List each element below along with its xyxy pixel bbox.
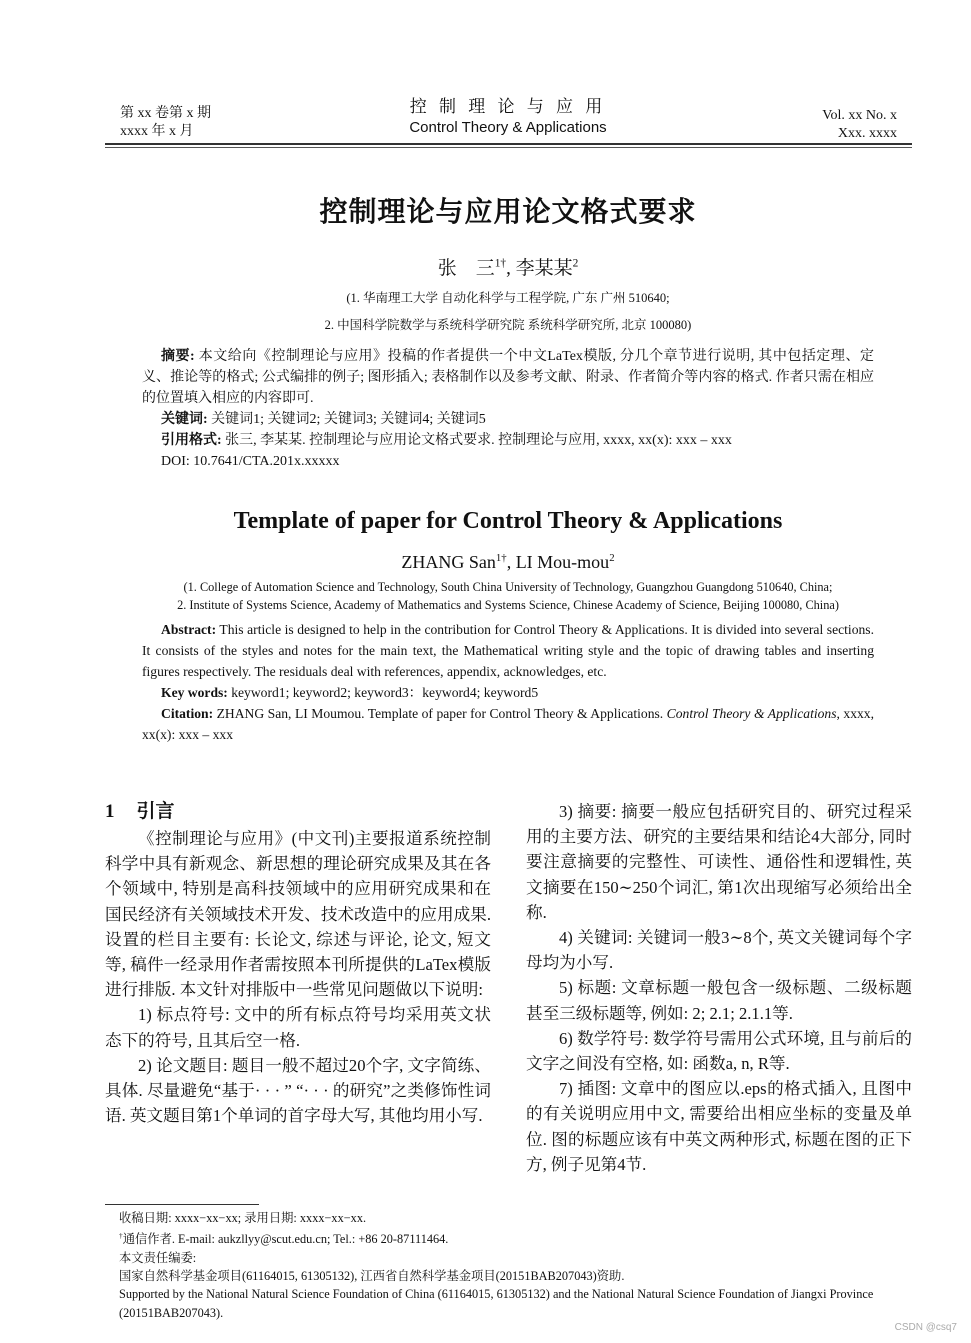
- list-item: 6) 数学符号: 数学符号需用公式环境, 且与前后的文字之间没有空格, 如: 函数a, n, R等.: [526, 1028, 912, 1074]
- citation-cn: 引用格式: 张三, 李某某. 控制理论与应用论文格式要求. 控制理论与应用, xxxx, xx(x): xxx – xxx: [161, 433, 732, 448]
- footnotes: [119, 1209, 899, 1322]
- abstract-cn-block: [142, 346, 874, 472]
- abstract-en: Abstract: This article is designed to help in the contribution for Control Theory & Applications. It is divided into several sections. It consists of the styles and notes for the main text, the Mathematical writing style and the topic of drawing tables and inserting figures respectively. The residuals deal with references, appendix, acknowledges, etc.: [142, 622, 874, 679]
- abstract-en-block: [142, 619, 874, 745]
- authors-en: ZHANG San$^{1\dagger}$, LI Mou-mou$^2$: [401, 552, 615, 572]
- right-column: [526, 799, 912, 1177]
- watermark: CSDN @csq7: [894, 1322, 957, 1333]
- volume-en: Vol. xx No. x: [822, 108, 897, 123]
- left-column: [105, 799, 491, 1128]
- keywords-en: Key words: keyword1; keyword2; keyword3：keyword4; keyword5: [161, 685, 539, 700]
- keywords-cn: 关键词: 关键词1; 关键词2; 关键词3; 关键词4; 关键词5: [161, 412, 486, 427]
- footnote-rule: [105, 1204, 259, 1205]
- list-item: 3) 摘要: 摘要一般应包括研究目的、研究过程采用的主要方法、研究的主要结果和结论4大部分, 同时要注意摘要的完整性、可读性、通俗性和逻辑性, 英文摘要在150∼250个词汇, 第1次出现缩写必须给出全称.: [526, 802, 912, 922]
- list-item: 5) 标题: 文章标题一般包含一级标题、二级标题甚至三级标题等, 例如: 2; 2.1; 2.1.1等.: [526, 978, 912, 1023]
- affiliation-2-cn: 2. 中国科学院数学与系统科学研究院 系统科学研究所, 北京 100080): [324, 318, 692, 332]
- funding-en: Supported by the National Natural Science Foundation of China (61164015, 61305132) and the National Natural Science Foundation of Jiangxi Province (20151BAB207043).: [119, 1287, 874, 1320]
- author2-sup: 2: [572, 257, 579, 270]
- list-item: 7) 插图: 文章中的图应以.eps的格式插入, 且图中的有关说明应用中文, 需要给出相应坐标的变量及单位. 图的标题应该有中英文两种形式, 标题在图的正下方, 例子见第4节.: [526, 1079, 912, 1174]
- corresponding-author: †通信作者. E-mail: aukzllyy@scut.edu.cn; Tel.: +86 20-87111464.: [119, 1231, 449, 1247]
- doi: DOI: 10.7641/CTA.201x.xxxxx: [161, 454, 340, 469]
- header-center: [308, 96, 708, 138]
- list-item: 2) 论文题目: 题目一般不超过20个字, 文字简练、具体. 尽量避免“基于· · · ” “· · · 的研究”之类修饰性词语. 英文题目第1个单词的首字母大写, 其他均用小写.: [105, 1055, 491, 1126]
- funding-cn: 国家自然科学基金项目(61164015, 61305132), 江西省自然科学基金项目(20151BAB207043)资助.: [119, 1268, 625, 1283]
- journal-en: Control Theory & Applications: [409, 119, 607, 136]
- list-item: 1) 标点符号: 文中的所有标点符号均采用英文状态下的符号, 且其后空一格.: [105, 1005, 491, 1050]
- author1-en: ZHANG San: [401, 552, 496, 572]
- header-rule: [105, 143, 912, 145]
- citation-en: Citation: ZHANG San, LI Moumou. Template of paper for Control Theory & Applications. Control Theory & Applications, xxxx, xx(x): xxx – xxx: [142, 706, 874, 742]
- author2: 李某某: [515, 258, 573, 279]
- title-en: Template of paper for Control Theory & Applications: [233, 508, 783, 534]
- journal-cn: 控 制 理 论 与 应 用: [409, 97, 607, 116]
- abstract-cn: 摘要: 本文给向《控制理论与应用》投稿的作者提供一个中文LaTex模版, 分几个章节进行说明, 其中包括定理、定义、推论等的格式; 公式编排的例子; 图形插入; 表格制作以及参考文献、附录、作者简介等内容的格式. 作者只需在相应的位置填入相应的内容即可.: [142, 349, 874, 406]
- paragraph: 《控制理论与应用》(中文刊)主要报道系统控制科学中具有新观念、新思想的理论研究成果及其在各个领域中, 特别是高科技领域中的应用研究成果和在国民经济有关领域技术开发、技术改造中的应用成果. 设置的栏目主要有: 长论文, 综述与评论, 论文, 短文等, 稿件一经录用作者需按照本刊所提供的LaTex模版进行排版. 本文针对排版中一些常见问题做以下说明:: [105, 829, 491, 1000]
- affiliation-1-en: (1. College of Automation Science and Technology, South China University of Technology, Guangzhou Guangdong 510640, China;: [183, 580, 833, 594]
- author2-en-sup: 2: [609, 552, 615, 564]
- author1-en-sup: 1†: [495, 552, 507, 564]
- author2-en: LI Mou-mou: [515, 552, 610, 572]
- header-left: [120, 105, 211, 141]
- header-right: [822, 107, 897, 143]
- author1: 张 三: [437, 258, 495, 279]
- author1-sup: 1†: [494, 257, 507, 270]
- authors-cn: 张 三$^{1\dagger}$, 李某某$^2$: [437, 257, 579, 279]
- date-en: Xxx. xxxx: [837, 126, 897, 141]
- header-rule-thin: [105, 147, 912, 148]
- received-date: 收稿日期: xxxx−xx−xx; 录用日期: xxxx−xx−xx.: [119, 1211, 367, 1225]
- list-item: 4) 关键词: 关键词一般3∼8个, 英文关键词每个字母均为小写.: [526, 928, 912, 973]
- affiliation-2-en: 2. Institute of Systems Science, Academy of Mathematics and Systems Science, Chinese Academy of Science, Beijing 100080, China): [177, 598, 839, 612]
- section-heading: 1 引言: [105, 801, 175, 822]
- date-cn: xxxx 年 x 月: [120, 124, 194, 139]
- title-cn: 控制理论与应用论文格式要求: [319, 197, 697, 228]
- volume-cn: 第 xx 卷第 x 期: [120, 106, 211, 121]
- editor: 本文责任编委:: [119, 1250, 197, 1265]
- affiliation-1-cn: (1. 华南理工大学 自动化科学与工程学院, 广东 广州 510640;: [346, 291, 670, 305]
